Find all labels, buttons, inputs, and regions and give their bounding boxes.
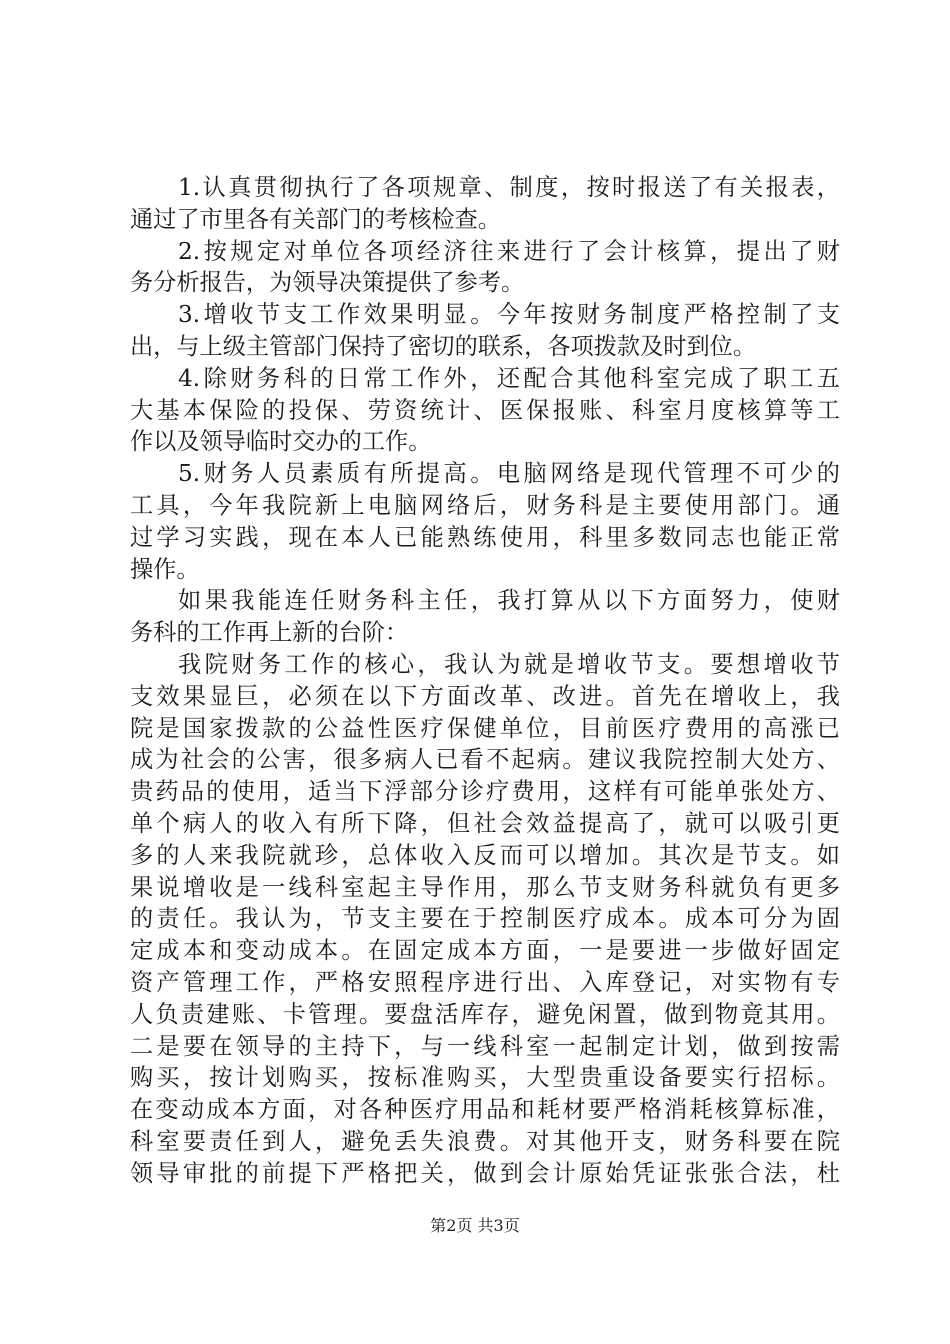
text-line: 的责任。我认为，节支主要在于控制医疗成本。成本可分为固 — [130, 905, 840, 933]
text-line: 资产管理工作，严格安照程序进行出、入库登记，对实物有专 — [130, 968, 840, 996]
text-line: 务分析报告，为领导决策提供了参考。 — [130, 269, 525, 297]
text-line: 成为社会的公害，很多病人已看不起病。建议我院控制大处方、 — [130, 746, 840, 774]
text-line: 工具，今年我院新上电脑网络后，财务科是主要使用部门。通 — [130, 491, 840, 519]
text-line: 2.按规定对单位各项经济往来进行了会计核算，提出了财 — [178, 237, 840, 265]
text-line: 大基本保险的投保、劳资统计、医保报账、科室月度核算等工 — [130, 396, 840, 424]
text-line: 4.除财务科的日常工作外，还配合其他科室完成了职工五 — [178, 364, 840, 392]
text-line: 务科的工作再上新的台阶： — [130, 619, 409, 647]
text-line: 多的人来我院就珍，总体收入反而可以增加。其次是节支。如 — [130, 841, 840, 869]
text-line: 果说增收是一线科室起主导作用，那么节支财务科就负有更多 — [130, 873, 840, 901]
text-line: 5.财务人员素质有所提高。电脑网络是现代管理不可少的 — [178, 460, 840, 488]
text-line: 支效果显巨，必须在以下方面改革、改进。首先在增收上，我 — [130, 682, 840, 710]
text-line: 购买，按计划购买，按标准购买，大型贵重设备要实行招标。 — [130, 1064, 840, 1092]
text-line: 我院财务工作的核心，我认为就是增收节支。要想增收节 — [178, 650, 840, 678]
document-body — [130, 172, 840, 1190]
page-footer: 第2页 共3页 — [430, 1216, 520, 1235]
text-line: 定成本和变动成本。在固定成本方面，一是要进一步做好固定 — [130, 937, 840, 965]
text-line: 院是国家拨款的公益性医疗保健单位，目前医疗费用的高涨已 — [130, 714, 840, 742]
text-line: 领导审批的前提下严格把关，做到会计原始凭证张张合法，杜 — [130, 1159, 840, 1187]
text-line: 作以及领导临时交办的工作。 — [130, 428, 432, 456]
text-line: 出，与上级主管部门保持了密切的联系，各项拨款及时到位。 — [130, 332, 757, 360]
text-line: 单个病人的收入有所下降，但社会效益提高了，就可以吸引更 — [130, 809, 840, 837]
text-line: 通过了市里各有关部门的考核检查。 — [130, 205, 501, 233]
text-line: 3.增收节支工作效果明显。今年按财务制度严格控制了支 — [178, 301, 840, 329]
text-line: 1.认真贯彻执行了各项规章、制度，按时报送了有关报表， — [178, 174, 840, 201]
text-line: 在变动成本方面，对各种医疗用品和耗材要严格消耗核算标准， — [130, 1096, 840, 1124]
text-line: 人负责建账、卡管理。要盘活库存，避免闲置，做到物竟其用。 — [130, 1000, 840, 1028]
text-line: 过学习实践，现在本人已能熟练使用，科里多数同志也能正常 — [130, 523, 840, 551]
text-line: 贵药品的使用，适当下浮部分诊疗费用，这样有可能单张处方、 — [130, 778, 840, 806]
text-line: 二是要在领导的主持下，与一线科室一起制定计划，做到按需 — [130, 1032, 840, 1060]
text-line: 操作。 — [130, 555, 200, 583]
text-line: 科室要责任到人，避免丢失浪费。对其他开支，财务科要在院 — [130, 1127, 840, 1155]
text-line: 如果我能连任财务科主任，我打算从以下方面努力，使财 — [178, 587, 840, 615]
